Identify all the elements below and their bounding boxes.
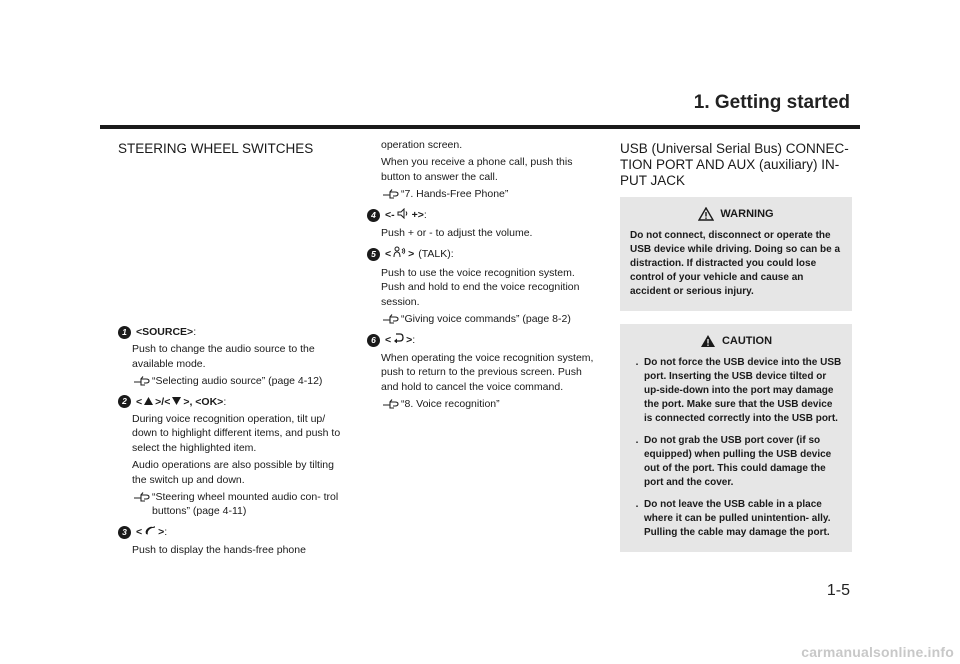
- item-6-text: When operating the voice recognition system, push to return to the previous screen. Push and hold to cancel the voice command.: [381, 351, 594, 393]
- label-part: <: [385, 248, 392, 261]
- page-number: 1-5: [826, 582, 850, 599]
- label-part: (TALK):: [418, 248, 454, 261]
- item-5: [367, 246, 599, 326]
- header-rule: [100, 125, 860, 129]
- warning-title-text: WARNING: [720, 208, 774, 220]
- column-3: [620, 138, 852, 552]
- caution-title-text: CAUTION: [721, 335, 773, 347]
- item-3-head: [118, 525, 342, 540]
- label-part: <: [136, 526, 143, 539]
- caution-box: [620, 324, 852, 552]
- label-part: +>: [411, 209, 424, 222]
- item-2-ref[interactable]: [118, 490, 342, 519]
- speaker-icon: [397, 208, 410, 223]
- label-part: >/<: [155, 395, 171, 408]
- column-1: [118, 138, 342, 561]
- item-number: 1: [118, 326, 131, 339]
- item-1: [118, 325, 342, 389]
- item-2-text-2: Audio operations are also possible by tilting the switch up and down.: [132, 459, 334, 486]
- watermark: carmanualsonline.info: [801, 644, 954, 660]
- reference-hand-icon: [132, 491, 152, 503]
- reference-hand-icon: [381, 188, 401, 200]
- label-part: >: [158, 526, 165, 539]
- triangle-up-icon: [144, 395, 153, 409]
- caution-bullet: . Do not grab the USB port cover (if so equipped) when pulling the USB device out of the port. This could damage the port and the cover.: [630, 434, 842, 490]
- label-part: <-: [385, 209, 395, 222]
- section-title-usb: [620, 141, 852, 189]
- phone-icon: [144, 525, 156, 540]
- voice-talk-icon: [393, 246, 406, 262]
- item-5-text: Push to use the voice recognition system. Push and hold to end the voice recognition session.: [381, 266, 580, 308]
- item-3-continued: [367, 138, 599, 202]
- colon: :: [223, 395, 227, 408]
- item-3-text: Push to display the hands-free phone: [132, 544, 306, 557]
- back-arrow-icon: [393, 332, 404, 347]
- item-3: [118, 525, 342, 558]
- warning-text: Do not connect, disconnect or operate the USB device while driving. Doing so can be a distraction. If distracted you could lose control of your vehicle and cause an accident or serious injury.: [630, 230, 841, 297]
- item-1-head: [118, 325, 342, 339]
- label-part: <: [385, 333, 392, 346]
- title-line: PUT JACK: [620, 173, 686, 188]
- item-number: 6: [367, 334, 380, 347]
- warning-box: [620, 197, 852, 311]
- item-4-text: Push + or - to adjust the volume.: [381, 227, 533, 240]
- caution-bullet-text: Do not leave the USB cable in a place where it can be pulled unintention- ally. Pulling the cable may damage the port.: [644, 499, 831, 538]
- cont-text-1: operation screen.: [381, 139, 463, 151]
- warning-triangle-icon: [698, 207, 714, 221]
- item-6-ref-text: “8. Voice recognition”: [401, 398, 500, 411]
- warning-title: [630, 207, 842, 221]
- item-5-ref[interactable]: [367, 312, 599, 326]
- colon: :: [423, 209, 427, 222]
- triangle-down-icon: [172, 395, 181, 409]
- label-part: >: [408, 248, 415, 261]
- title-line: TION PORT AND AUX (auxiliary) IN-: [620, 157, 840, 172]
- caution-bullet: . Do not force the USB device into the USB port. Inserting the USB device tilted or up-side-down into the port may damage the port. Make sure that the USB device is connected correctly into the USB port.: [635, 357, 842, 424]
- reference-hand-icon: [381, 313, 401, 325]
- caution-title: [630, 334, 842, 348]
- label-part: <: [136, 395, 143, 408]
- figure-placeholder: [118, 157, 342, 319]
- item-1-ref[interactable]: [118, 374, 342, 388]
- hands-free-ref[interactable]: [367, 187, 599, 201]
- item-6-ref[interactable]: [367, 397, 599, 411]
- column-2: [367, 138, 599, 415]
- caution-bullet-text: Do not force the USB device into the USB port. Inserting the USB device tilted or up-side-down into the port may damage the port. Make sure that the USB device is connected correctly into the USB port.: [644, 357, 842, 424]
- item-number: 3: [118, 526, 131, 539]
- item-2-ref-text: “Steering wheel mounted audio con- trol buttons” (page 4-11): [152, 491, 339, 518]
- hands-free-ref-text: “7. Hands-Free Phone”: [401, 188, 509, 201]
- item-6-head: [367, 332, 599, 347]
- item-number: 4: [367, 209, 380, 222]
- item-6: [367, 332, 599, 411]
- label-part: >, <OK>: [183, 395, 224, 408]
- item-1-ref-text: “Selecting audio source” (page 4-12): [152, 375, 323, 388]
- item-5-head: [367, 246, 599, 262]
- item-1-text: Push to change the audio source to the available mode.: [132, 343, 315, 370]
- item-1-label: <SOURCE>: [136, 326, 194, 338]
- title-line: USB (Universal Serial Bus) CONNEC-: [620, 141, 849, 156]
- warning-triangle-icon: [700, 334, 716, 348]
- colon: :: [164, 526, 168, 539]
- cont-text-2: When you receive a phone call, push this button to answer the call.: [381, 156, 573, 183]
- chapter-title: 1. Getting started: [693, 92, 850, 113]
- item-4-head: [367, 208, 599, 223]
- colon: :: [412, 333, 416, 346]
- section-title-steering: STEERING WHEEL SWITCHES: [118, 141, 314, 156]
- item-2-text-1: During voice recognition operation, tilt up/ down to highlight different items, and push to select the highlighted item.: [132, 413, 341, 454]
- item-4: [367, 208, 599, 241]
- reference-hand-icon: [132, 375, 152, 387]
- caution-bullet-text: Do not grab the USB port cover (if so equipped) when pulling the USB device out of the port. This could damage the port and the cover.: [644, 435, 832, 488]
- item-5-ref-text: “Giving voice commands” (page 8-2): [401, 313, 571, 326]
- item-2: [118, 395, 342, 519]
- item-2-head: [118, 395, 342, 409]
- reference-hand-icon: [381, 398, 401, 410]
- colon: :: [193, 326, 197, 338]
- item-number: 2: [118, 395, 131, 408]
- caution-bullet: . Do not leave the USB cable in a place where it can be pulled unintention- ally. Pulling the cable may damage the port.: [630, 498, 842, 540]
- item-number: 5: [367, 248, 380, 261]
- label-part: >: [406, 333, 413, 346]
